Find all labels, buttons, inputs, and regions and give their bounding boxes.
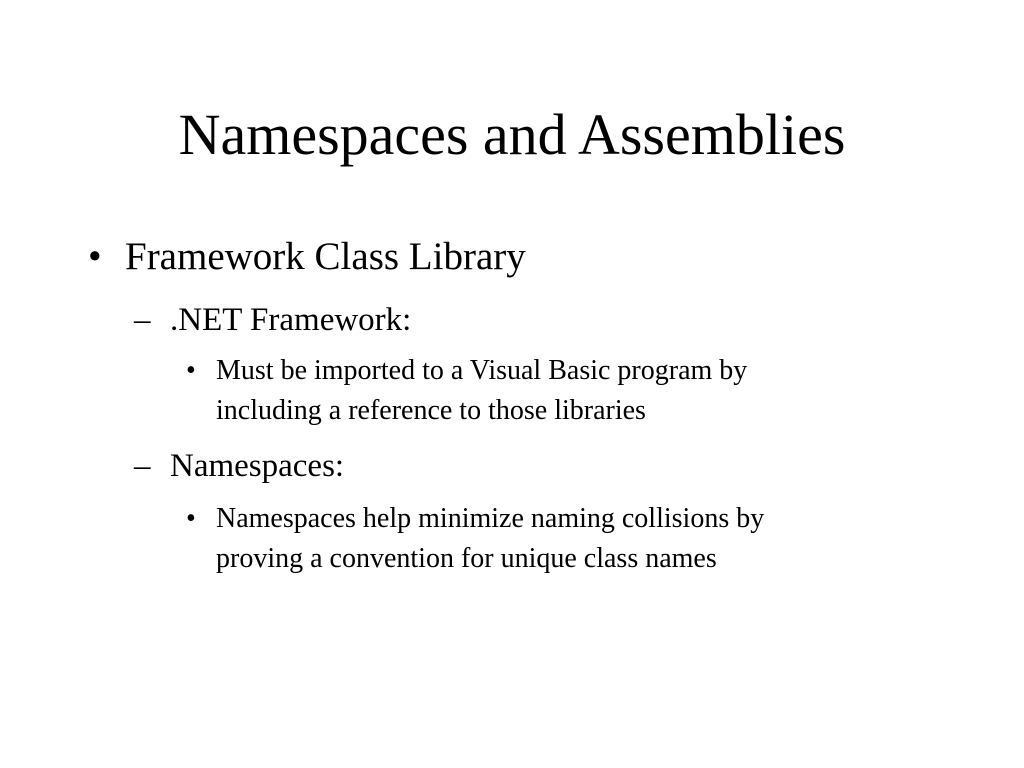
- sub-bullet-text: Namespaces:: [170, 448, 345, 484]
- point-line: including a reference to those libraries: [216, 395, 646, 426]
- bullet-icon: •: [186, 355, 196, 386]
- bullet-icon: •: [88, 235, 102, 278]
- point-line: proving a convention for unique class names: [216, 543, 717, 574]
- point-text: [216, 499, 906, 579]
- dash-icon: –: [134, 302, 151, 338]
- sub-bullet-text: .NET Framework:: [170, 302, 412, 338]
- point-line: Must be imported to a Visual Basic program by: [216, 355, 748, 386]
- bullet-text: Framework Class Library: [125, 235, 526, 278]
- point-text: [216, 351, 906, 431]
- slide-title: Namespaces and Assemblies: [178, 102, 846, 167]
- point-line: Namespaces help minimize naming collisions by: [216, 503, 765, 534]
- dash-icon: –: [134, 448, 151, 484]
- bullet-icon: •: [186, 503, 196, 534]
